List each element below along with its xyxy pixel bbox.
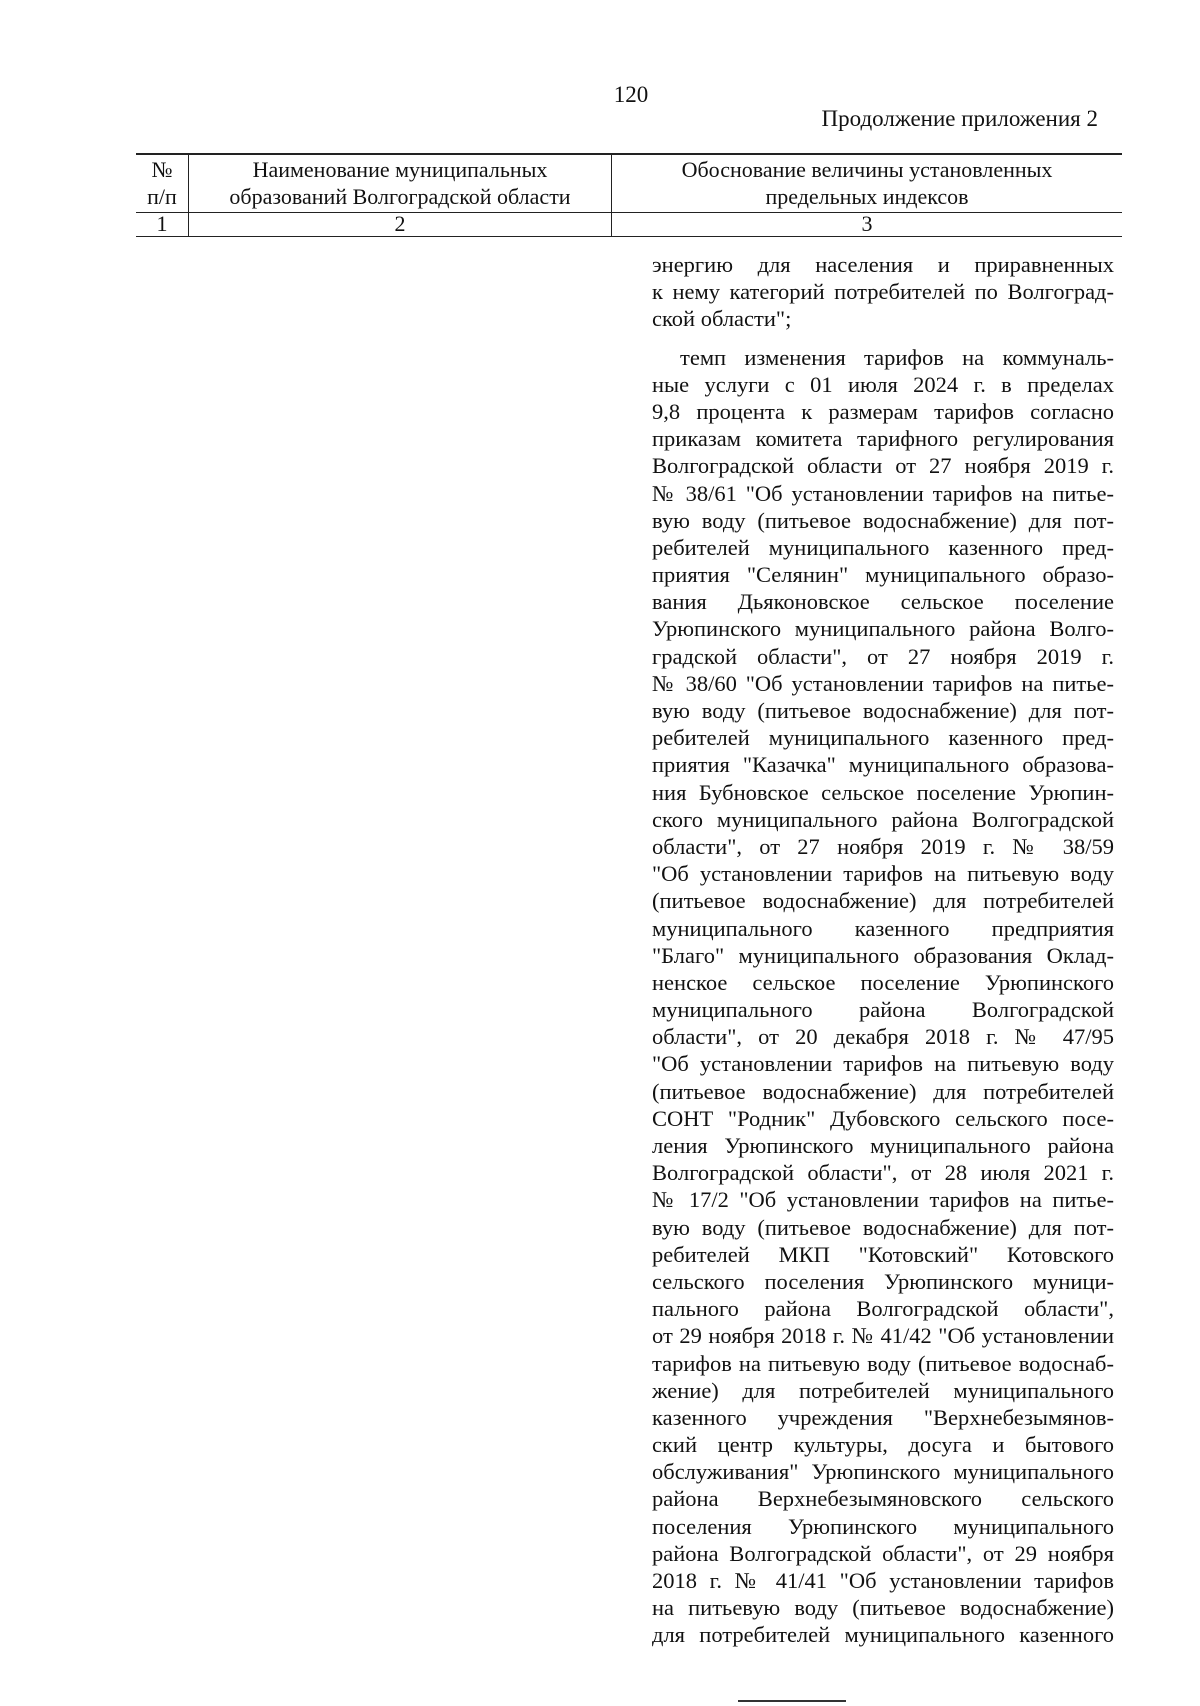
text-line: № 38/60 "Об установлении тарифов на питье- xyxy=(652,670,1114,696)
table-header-row xyxy=(136,154,1122,213)
header-municipality-line-2: образований Волгоградской области xyxy=(229,184,571,209)
text-line: ные услуги с 01 июля 2024 г. в пределах xyxy=(652,371,1114,397)
text-line: № 17/2 "Об установлении тарифов на питье- xyxy=(652,1187,1114,1213)
text-line: 2018 г. № 41/41 "Об установлении тарифов xyxy=(652,1568,1114,1593)
text-line: от 29 ноября 2018 г. № 41/42 "Об установлении xyxy=(652,1323,1114,1349)
text-line: пального района Волгоградской области", xyxy=(652,1296,1114,1322)
text-line: ского муниципального района Волгоградской xyxy=(652,806,1114,832)
text-line: "Об установлении тарифов на питьевую воду xyxy=(652,1051,1114,1077)
text-line: для потребителей муниципального казенного xyxy=(652,1622,1114,1648)
header-justification-line-2: предельных индексов xyxy=(765,184,969,209)
text-line: поселения Урюпинского муниципального xyxy=(652,1513,1114,1539)
text-line: ребителей МКП "Котовский" Котовского xyxy=(652,1241,1114,1267)
text-line: энергию для населения и приравненных xyxy=(652,252,1114,277)
header-number-line-2: п/п xyxy=(147,184,177,209)
text-line: вую воду (питьевое водоснабжение) для пот- xyxy=(652,507,1114,533)
column-number-row xyxy=(136,213,1122,237)
paragraph xyxy=(652,251,1114,333)
text-line: области", от 27 ноября 2019 г. № 38/59 xyxy=(652,833,1114,859)
text-line: ления Урюпинского муниципального района xyxy=(652,1133,1114,1158)
text-line: тарифов на питьевую воду (питьевое водоснаб- xyxy=(652,1350,1114,1376)
text-line: сельского поселения Урюпинского муници- xyxy=(652,1268,1114,1294)
justification-text xyxy=(652,251,1114,1649)
text-line: приказам комитета тарифного регулирования xyxy=(652,426,1114,452)
text-line: района Волгоградской области", от 29 ноября xyxy=(652,1540,1114,1566)
text-line: к нему категорий потребителей по Волгоград- xyxy=(652,279,1114,305)
text-line: вую воду (питьевое водоснабжение) для пот- xyxy=(652,1214,1114,1240)
text-line: ский центр культуры, досуга и бытового xyxy=(652,1432,1114,1458)
text-line: № 38/61 "Об установлении тарифов на питье- xyxy=(652,480,1114,506)
text-line: вую воду (питьевое водоснабжение) для пот- xyxy=(652,698,1114,723)
text-line: области", от 20 декабря 2018 г. № 47/95 xyxy=(652,1024,1114,1050)
continuation-label: Продолжение приложения 2 xyxy=(821,106,1098,131)
text-line: ской области"; xyxy=(652,306,792,332)
text-line: ребителей муниципального казенного пред- xyxy=(652,534,1114,560)
paragraph xyxy=(652,344,1114,1649)
text-line: обслуживания" Урюпинского муниципального xyxy=(652,1459,1114,1485)
header-justification-line-1: Обоснование величины установленных xyxy=(681,157,1053,182)
text-line: муниципального района Волгоградской xyxy=(652,997,1114,1023)
column-number-1: 1 xyxy=(136,213,189,237)
text-line: Урюпинского муниципального района Волго- xyxy=(652,616,1114,642)
text-line: казенного учреждения "Верхнебезымянов- xyxy=(652,1404,1114,1430)
text-line: района Верхнебезымяновского сельского xyxy=(652,1486,1114,1512)
text-line: ненское сельское поселение Урюпинского xyxy=(652,969,1114,995)
text-line: ребителей муниципального казенного пред- xyxy=(652,725,1114,751)
page-number: 120 xyxy=(613,82,649,107)
text-line: "Благо" муниципального образования Оклад- xyxy=(652,942,1114,968)
text-line: Волгоградской области", от 28 июля 2021 г. xyxy=(652,1160,1114,1186)
text-line: Волгоградской области от 27 ноября 2019 г. xyxy=(652,453,1114,479)
text-line: "Об установлении тарифов на питьевую воду xyxy=(652,861,1114,887)
text-line: (питьевое водоснабжение) для потребителей xyxy=(652,888,1114,914)
paragraph-gap xyxy=(652,333,1114,344)
text-line: вания Дьяконовское сельское поселение xyxy=(652,589,1114,615)
text-line: приятия "Казачка" муниципального образова- xyxy=(652,752,1114,778)
text-line: 9,8 процента к размерам тарифов согласно xyxy=(652,398,1114,424)
text-line: жение) для потребителей муниципального xyxy=(652,1377,1114,1403)
text-line: приятия "Селянин" муниципального образо- xyxy=(652,562,1114,588)
text-line: муниципального казенного предприятия xyxy=(652,915,1114,941)
header-municipality-line-1: Наименование муниципальных xyxy=(252,157,548,182)
column-number-3: 3 xyxy=(612,213,1123,237)
appendix-header-table xyxy=(136,153,1122,237)
bottom-divider xyxy=(738,1700,846,1702)
header-cell-municipality xyxy=(189,154,612,213)
text-line: (питьевое водоснабжение) для потребителей xyxy=(652,1078,1114,1104)
text-line: СОНТ "Родник" Дубовского сельского посе- xyxy=(652,1105,1114,1131)
text-line: ния Бубновское сельское поселение Урюпин- xyxy=(652,779,1114,805)
header-cell-justification xyxy=(612,154,1123,213)
text-line: темп изменения тарифов на коммуналь- xyxy=(680,344,1114,370)
header-cell-number xyxy=(136,154,189,213)
column-number-2: 2 xyxy=(189,213,612,237)
header-number-line-1: № xyxy=(151,157,173,182)
text-line: градской области", от 27 ноября 2019 г. xyxy=(652,643,1114,669)
text-line: на питьевую воду (питьевое водоснабжение) xyxy=(652,1595,1114,1621)
